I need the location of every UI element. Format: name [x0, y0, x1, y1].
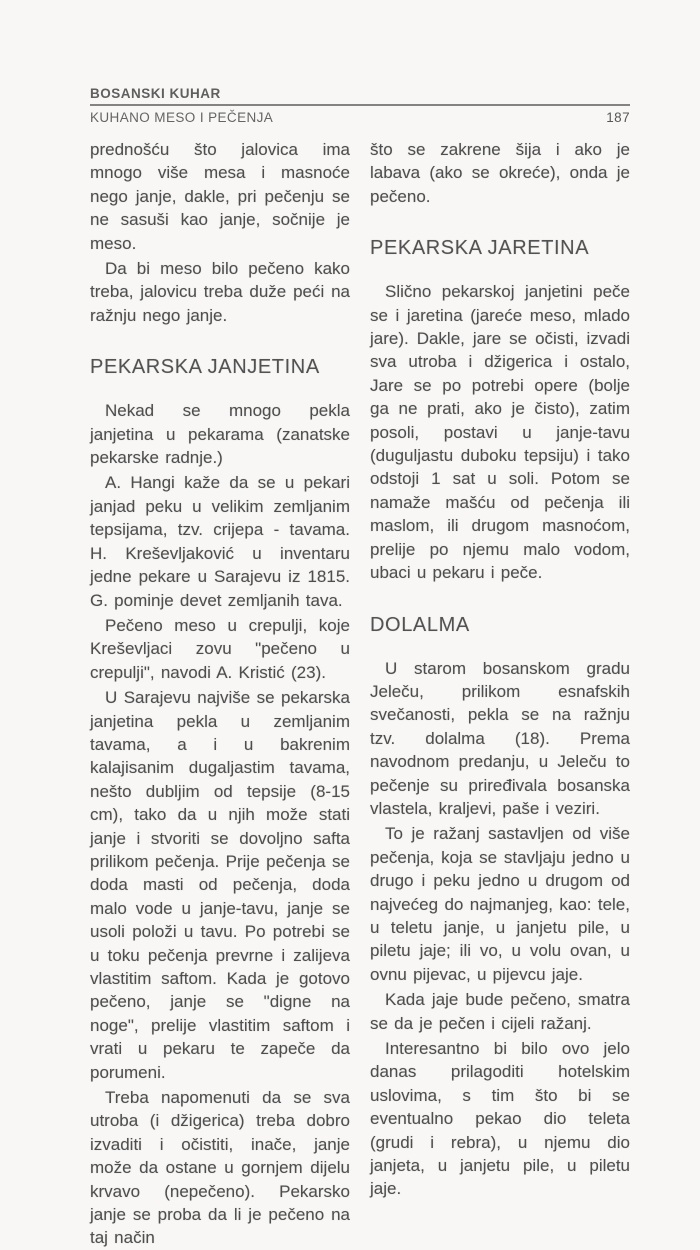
paragraph: Pečeno meso u crepulji, koje Kreševljaci zovu "pečeno u crepulji", navodi A. Kristić (23).: [90, 615, 350, 682]
running-head-book-title: BOSANSKI KUHAR: [90, 86, 630, 106]
paragraph: Treba napomenuti da se sva utroba (i džigerica) treba dobro izvaditi i očistiti, inače, janje može da ostane u gornjem dijelu krvavo (nepečeno). Pekarsko janje se proba da li je pečeno na taj način: [90, 1088, 350, 1248]
paragraph: U starom bosanskom gradu Jeleču, prilikom esnafskih svečanosti, pekla se na ražnju tzv. dolalma (18). Prema navodnom predanju, u Jeleču to pečenje su priređivala bosanska vlastela, kraljevi, paše i veziri.: [370, 658, 630, 818]
right-column: [370, 138, 630, 1250]
paragraph: Nekad se mnogo pekla janjetina u pekarama (zanatske pekarske radnje.): [90, 401, 350, 468]
text-columns: [90, 138, 630, 1250]
paragraph: U Sarajevu najviše se pekarska janjetina pekla u zemljanim tavama, a i u bakrenim kalajisanim dugaljastim tavama, nešto dubljim od tepsije (8-15 cm), tako da u njih može stati janje i stvoriti se dovoljno safta prilikom pečenja. Prije pečenja se doda masti od pečenja, doda malo vode u janje-tavu, janje se usoli položi u tavu. Po potrebi se u toku pečenja prevrne i zalijeva vlastitim saftom. Kada je gotovo pečeno, janje se "digne na noge", prelije vlastitim saftom i vrati u pekaru te zapeče da porumeni.: [90, 688, 350, 1082]
paragraph: Kada jaje bude pečeno, smatra se da je pečen i cijeli ražanj.: [370, 990, 630, 1033]
section-heading-pekarska-jaretina: PEKARSKA JARETINA: [370, 237, 590, 260]
running-head-subrow: [90, 110, 630, 125]
running-head-section-title: KUHANO MESO I PEČENJA: [90, 110, 274, 125]
page-number: 187: [606, 110, 630, 125]
paragraph: Da bi meso bilo pečeno kako treba, jalovicu treba duže peći na ražnju nego janje.: [90, 259, 350, 325]
paragraph-continuation: prednošću što jalovica ima mnogo više mesa i masnoće nego janje, dakle, pri pečenju se ne sasuši kao janje, sočnije je meso.: [90, 140, 350, 253]
section-heading-pekarska-janjetina: PEKARSKA JANJETINA: [90, 356, 320, 379]
paragraph: To je ražanj sastavljen od više pečenja, koja se stavljaju jedno u drugo i peku jedno u drugom od najvećeg do najmanjeg, kao: tele, u teletu janje, u janjetu pile, u piletu jaje; ili vo, u volu ovan, u ovnu pijevac, u pijevcu jaje.: [370, 824, 630, 984]
paragraph: Interesantno bi bilo ovo jelo danas prilagoditi hotelskim uslovima, s tim što bi se eventualno pekao dio teleta (grudi i rebra), u njemu dio janjeta, u janjetu pile, u piletu jaje.: [370, 1039, 630, 1199]
paragraph: A. Hangi kaže da se u pekari janjad peku u velikim zemljanim tepsijama, tzv. crijepa - tavama. H. Kreševljaković u inventaru jedne pekare u Sarajevu iz 1815. G. pominje devet zemljanih tava.: [90, 473, 350, 610]
left-column: [90, 138, 350, 1250]
paragraph-continuation: što se zakrene šija i ako je labava (ako se okreće), onda je pečeno.: [370, 140, 630, 206]
paragraph: Slično pekarskoj janjetini peče se i jaretina (jareće meso, mlado jare). Dakle, jare se očisti, izvadi sva utroba i džigerica i ostalo, Jare se po potrebi opere (bolje ga ne prati, ako je čisto), zatim posoli, postavi u janje-tavu (duguljastu duboku tepsiju) i tako odstoji 1 sat u soli. Potom se namaže mašću od pečenja ili maslom, ili drugom masnoćom, prelije po njemu malo vodom, ubaci u pekaru i peče.: [370, 282, 630, 583]
page-header: [90, 86, 630, 125]
section-heading-dolalma: DOLALMA: [370, 613, 470, 636]
